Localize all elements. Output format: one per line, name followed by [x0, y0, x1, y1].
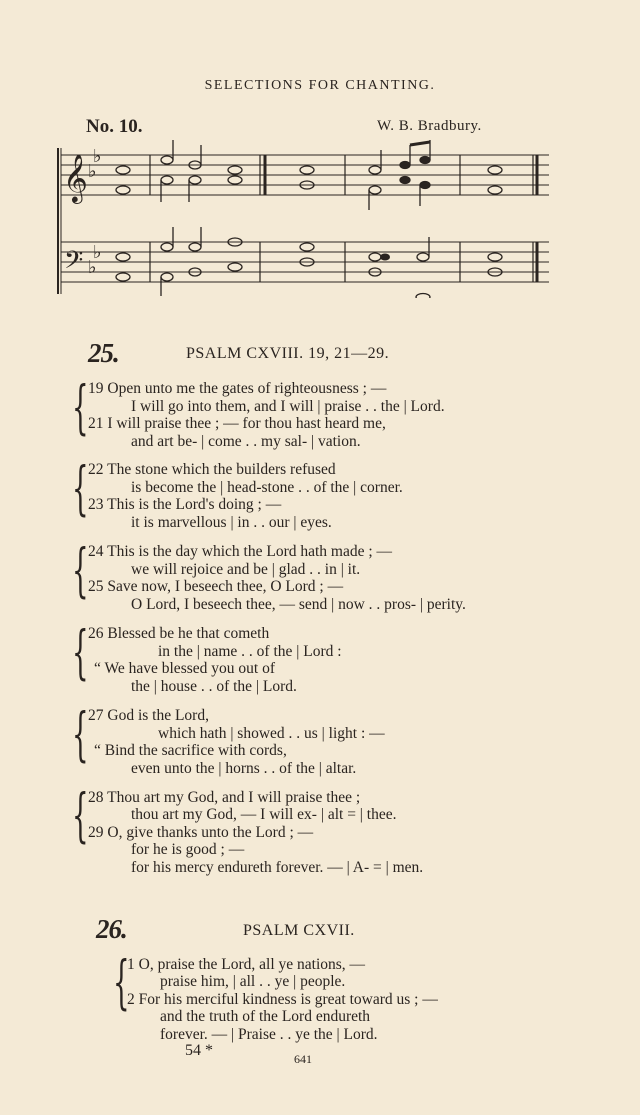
- verse-line: “ We have blessed you out of: [94, 660, 275, 677]
- svg-text:♭: ♭: [88, 257, 97, 278]
- verse-line: 23 This is the Lord's doing ; —: [88, 496, 282, 513]
- stanza-brace: {: [72, 454, 89, 522]
- verse-line: 25 Save now, I beseech thee, O Lord ; —: [88, 578, 344, 595]
- signature-mark: 54 *: [185, 1042, 213, 1059]
- bass-staff: [61, 242, 549, 282]
- stanza-brace: {: [72, 700, 89, 768]
- verse-line: for he is good ; —: [131, 841, 245, 858]
- verse-line: forever. — | Praise . . ye the | Lord.: [160, 1026, 378, 1043]
- psalm-number: 26.: [96, 914, 127, 944]
- verse-line: which hath | showed . . us | light : —: [158, 725, 385, 742]
- verse-line: 26 Blessed be he that cometh: [88, 625, 270, 642]
- verse-line: even unto the | horns . . of the | altar.: [131, 760, 357, 777]
- verse-line: 24 This is the day which the Lord hath made ; —: [88, 543, 393, 560]
- svg-text:♭: ♭: [93, 146, 102, 167]
- verse-line: “ Bind the sacrifice with cords,: [94, 742, 287, 759]
- verse-line: 29 O, give thanks unto the Lord ; —: [88, 824, 314, 841]
- music-score: [55, 140, 553, 298]
- running-header: SELECTIONS FOR CHANTING.: [204, 78, 436, 93]
- verse-line: O Lord, I beseech thee, — send | now . . pros- | perity.: [131, 596, 466, 613]
- stanza-brace: {: [72, 536, 89, 604]
- verse-line: 22 The stone which the builders refused: [88, 461, 336, 478]
- verse-line: it is marvellous | in . . our | eyes.: [131, 514, 332, 531]
- verse-line: for his mercy endureth forever. — | A- = | men.: [131, 859, 424, 876]
- svg-text:𝄞: 𝄞: [63, 153, 88, 202]
- svg-text:♭: ♭: [93, 242, 102, 263]
- verse-line: 1 O, praise the Lord, all ye nations, —: [127, 956, 366, 973]
- svg-text:♭: ♭: [88, 161, 97, 182]
- page-number: 641: [294, 1052, 312, 1066]
- verse-line: and art be- | come . . my sal- | vation.: [131, 433, 361, 450]
- verse-line: I will go into them, and I will | praise . . the | Lord.: [131, 398, 445, 415]
- stanza-brace: {: [72, 373, 89, 441]
- verse-line: is become the | head-stone . . of the | corner.: [131, 479, 403, 496]
- verse-line: 27 God is the Lord,: [88, 707, 209, 724]
- verse-line: the | house . . of the | Lord.: [131, 678, 297, 695]
- verse-line: in the | name . . of the | Lord :: [158, 643, 342, 660]
- verse-line: and the truth of the Lord endureth: [160, 1008, 371, 1025]
- tune-number: No. 10.: [86, 116, 143, 137]
- verse-line: 19 Open unto me the gates of righteousness ; —: [88, 380, 387, 397]
- verse-line: praise him, | all . . ye | people.: [160, 973, 346, 990]
- verse-line: 28 Thou art my God, and I will praise thee ;: [88, 789, 361, 806]
- svg-text:𝄢: 𝄢: [64, 246, 84, 281]
- stanza-brace: {: [72, 781, 89, 849]
- verse-line: we will rejoice and be | glad . . in | it.: [131, 561, 361, 578]
- verse-line: 21 I will praise thee ; — for thou hast heard me,: [88, 415, 386, 432]
- psalm-title: PSALM CXVII.: [243, 922, 355, 939]
- stanza-brace: {: [113, 948, 130, 1016]
- verse-line: thou art my God, — I will ex- | alt = | thee.: [131, 806, 397, 823]
- psalm-number: 25.: [88, 338, 119, 368]
- stanza-brace: {: [72, 618, 89, 686]
- verse-line: 2 For his merciful kindness is great toward us ; —: [127, 991, 438, 1008]
- psalm-title: PSALM CXVIII. 19, 21—29.: [186, 345, 390, 362]
- composer-name: W. B. Bradbury.: [377, 118, 482, 134]
